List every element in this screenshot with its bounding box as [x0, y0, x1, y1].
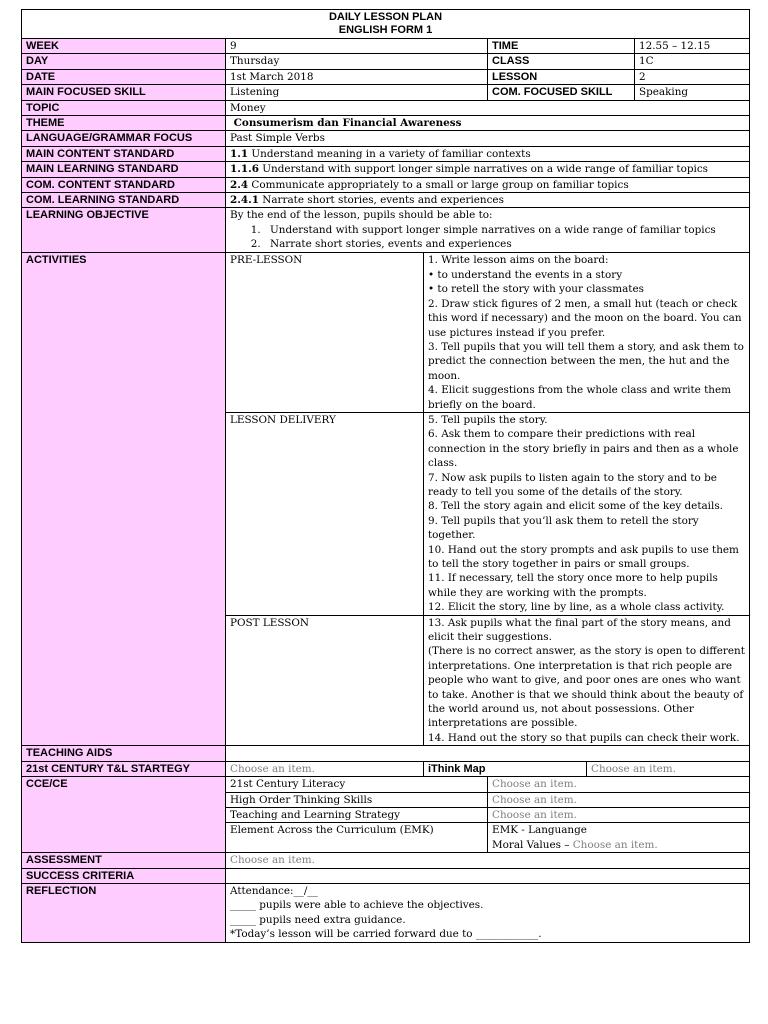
reflection-line: Attendance:__/__ [230, 884, 318, 897]
emk-label: Element Across the Curriculum (EMK) [226, 823, 488, 853]
post-line: 13. Ask pupils what the final part of the story means, and elicit their suggestions. [428, 616, 731, 644]
pre-line: • to understand the events in a story [428, 268, 623, 281]
topic-value[interactable]: Money [226, 100, 750, 115]
delivery-line: 10. Hand out the story prompts and ask pupils to use them to tell the story together in pairs or small groups. [428, 543, 739, 570]
post-line: 14. Hand out the story so that pupils can check their work. [428, 731, 740, 744]
mcs-code: 1.1 [230, 147, 249, 160]
topic-label: TOPIC [22, 100, 226, 115]
delivery-line: 6. Ask them to compare their predictions with real connection in the story briefly in pairs and then as a whole class. [428, 428, 739, 470]
lesson-delivery-content[interactable] [424, 412, 750, 615]
week-label: WEEK [22, 39, 226, 54]
cce-literacy-dropdown[interactable]: Choose an item. [488, 777, 750, 792]
teaching-aids-value[interactable] [226, 746, 750, 761]
com-content-standard-label: COM. CONTENT STANDARD [22, 177, 226, 192]
objective-item: 2. Narrate short stories, events and experiences [264, 237, 745, 251]
pre-line: 3. Tell pupils that you will tell them a story, and ask them to predict the connection between the men, the hut and the moon. [428, 340, 744, 382]
strategy-label: 21st CENTURY T&L STARTEGY [22, 761, 226, 776]
grammar-label: LANGUAGE/GRAMMAR FOCUS [22, 131, 226, 146]
moral-values-line [492, 838, 745, 852]
lesson-value[interactable]: 2 [635, 69, 750, 84]
reflection-content[interactable] [226, 883, 750, 942]
cce-row-name: 21st Century Literacy [226, 777, 488, 792]
learning-objective-label: LEARNING OBJECTIVE [22, 208, 226, 253]
date-label: DATE [22, 69, 226, 84]
ccs-text: Communicate appropriately to a small or large group on familiar topics [248, 178, 629, 191]
class-value[interactable]: 1C [635, 54, 750, 69]
objective-list [230, 223, 745, 252]
objective-item: 1. Understand with support longer simple narratives on a wide range of familiar topics [264, 223, 745, 237]
main-skill-value[interactable]: Listening [226, 85, 488, 100]
day-label: DAY [22, 54, 226, 69]
teaching-aids-label: TEACHING AIDS [22, 746, 226, 761]
objective-intro: By the end of the lesson, pupils should be able to: [230, 209, 493, 222]
post-line: (There is no correct answer, as the story is open to different interpretations. One interpretation is that rich people are people who want to give, and poor ones are ones who want to take. Another is that we should think about the beauty of the world around us, not about possessions. Other interpretations are possible. [428, 645, 745, 730]
main-content-standard-value[interactable] [226, 146, 750, 161]
cls-code: 2.4.1 [230, 194, 259, 207]
emk-content[interactable] [488, 823, 750, 853]
delivery-line: 8. Tell the story again and elicit some of the key details. [428, 500, 723, 513]
lesson-plan-document [21, 9, 749, 943]
delivery-line: 9. Tell pupils that you’ll ask them to retell the story together. [428, 514, 699, 542]
date-value[interactable]: 1st March 2018 [226, 69, 488, 84]
pre-line: 2. Draw stick figures of 2 men, a small hut (teach or check this word if necessary) and the moon on the board. You can use pictures instead if you prefer. [428, 297, 742, 339]
theme-label: THEME [22, 116, 226, 131]
main-learning-standard-label: MAIN LEARNING STANDARD [22, 162, 226, 177]
mcs-text: Understand meaning in a variety of familiar contexts [248, 147, 531, 160]
cce-hots-dropdown[interactable]: Choose an item. [488, 792, 750, 807]
success-criteria-value[interactable] [226, 868, 750, 883]
cce-strategy-dropdown[interactable]: Choose an item. [488, 807, 750, 822]
reflection-line: *Today’s lesson will be carried forward due to ____________. [230, 928, 542, 941]
lesson-label: LESSON [488, 69, 635, 84]
mls-text: Understand with support longer simple narratives on a wide range of familiar topics [258, 163, 708, 176]
reflection-line: _____ pupils were able to achieve the objectives. [230, 899, 484, 912]
pre-lesson-label: PRE-LESSON [226, 253, 424, 412]
title-line-1: DAILY LESSON PLAN [328, 11, 443, 23]
emk-value: EMK - Languange [492, 824, 587, 837]
lesson-delivery-label: LESSON DELIVERY [226, 412, 424, 615]
assessment-label: ASSESSMENT [22, 853, 226, 868]
cce-row-name: Teaching and Learning Strategy [226, 807, 488, 822]
post-lesson-content[interactable] [424, 615, 750, 746]
theme-text: Consumerism dan Financial Awareness [233, 117, 462, 130]
pre-line: 1. Write lesson aims on the board: [428, 254, 609, 267]
reflection-line: _____ pupils need extra guidance. [230, 913, 406, 926]
strategy-dropdown[interactable]: Choose an item. [226, 761, 424, 776]
day-value[interactable]: Thursday [226, 54, 488, 69]
mls-code: 1.1.6 [230, 163, 259, 176]
cls-text: Narrate short stories, events and experiences [258, 194, 504, 207]
moral-values-label: Moral Values – [492, 838, 573, 851]
delivery-line: 5. Tell pupils the story. [428, 413, 548, 426]
class-label: CLASS [488, 54, 635, 69]
ccs-code: 2.4 [230, 178, 249, 191]
success-criteria-label: SUCCESS CRITERIA [22, 868, 226, 883]
document-title [22, 10, 750, 39]
assessment-dropdown[interactable]: Choose an item. [226, 853, 750, 868]
delivery-line: 11. If necessary, tell the story once more to help pupils while they are working with the prompts. [428, 572, 718, 599]
pre-line: 4. Elicit suggestions from the whole class and write them briefly on the board. [428, 384, 731, 411]
grammar-value[interactable]: Past Simple Verbs [226, 131, 750, 146]
post-lesson-label: POST LESSON [226, 615, 424, 746]
com-learning-standard-label: COM. LEARNING STANDARD [22, 193, 226, 208]
delivery-line: 12. Elicit the story, line by line, as a whole class activity. [428, 601, 725, 614]
com-skill-label: COM. FOCUSED SKILL [488, 85, 635, 100]
learning-objective-value[interactable] [226, 208, 750, 253]
com-content-standard-value[interactable] [226, 177, 750, 192]
activities-label: ACTIVITIES [22, 253, 226, 746]
ithink-map-label: iThink Map [424, 761, 587, 776]
theme-value[interactable] [226, 116, 750, 131]
reflection-label: REFLECTION [22, 883, 226, 942]
delivery-line: 7. Now ask pupils to listen again to the story and to be ready to tell you some of the details of the story. [428, 471, 717, 498]
com-learning-standard-value[interactable] [226, 193, 750, 208]
cce-row-name: High Order Thinking Skills [226, 792, 488, 807]
time-label: TIME [488, 39, 635, 54]
pre-line: • to retell the story with your classmates [428, 283, 644, 296]
moral-values-dropdown[interactable]: Choose an item. [572, 838, 658, 851]
time-value[interactable]: 12.55 – 12.15 [635, 39, 750, 54]
lesson-plan-table [21, 9, 750, 943]
com-skill-value[interactable]: Speaking [635, 85, 750, 100]
title-line-2: ENGLISH FORM 1 [338, 24, 433, 36]
cce-label: CCE/CE [22, 777, 226, 853]
week-value[interactable]: 9 [226, 39, 488, 54]
pre-lesson-content[interactable] [424, 253, 750, 412]
ithink-map-dropdown[interactable]: Choose an item. [587, 761, 750, 776]
main-learning-standard-value[interactable] [226, 162, 750, 177]
main-skill-label: MAIN FOCUSED SKILL [22, 85, 226, 100]
main-content-standard-label: MAIN CONTENT STANDARD [22, 146, 226, 161]
